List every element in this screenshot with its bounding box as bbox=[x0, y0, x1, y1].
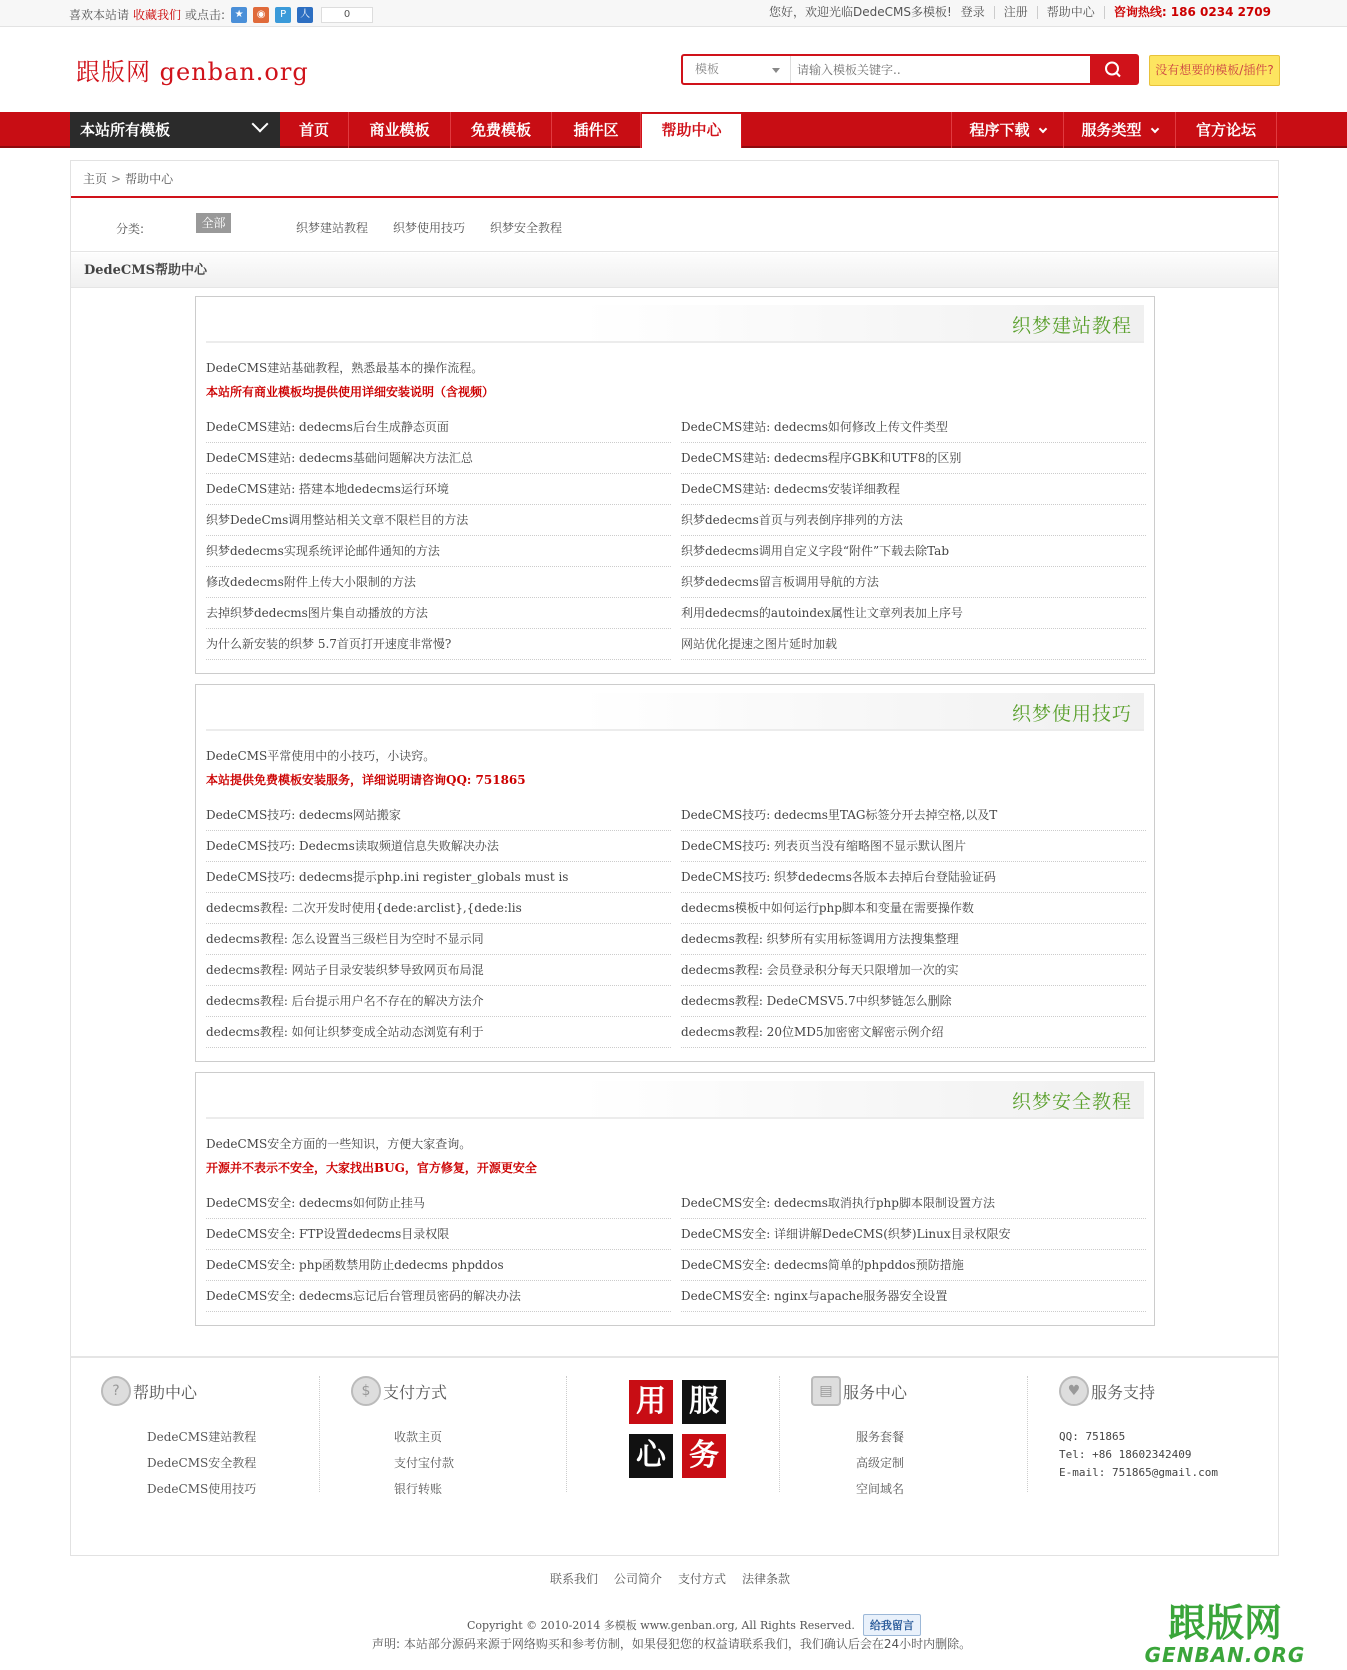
register-link[interactable]: 注册 bbox=[994, 6, 1037, 19]
footer-bottom-links bbox=[550, 1570, 790, 1587]
list-item[interactable]: DedeCMS技巧: 织梦dedecms各版本去掉后台登陆验证码 bbox=[681, 862, 1146, 893]
section-intro: DedeCMS平常使用中的小技巧，小诀窍。 bbox=[206, 749, 436, 763]
list-item[interactable]: 利用dedecms的autoindex属性让文章列表加上序号 bbox=[681, 598, 1146, 629]
nav-items bbox=[280, 112, 742, 148]
footer-link[interactable]: DedeCMS建站教程 bbox=[147, 1430, 257, 1444]
list-item[interactable]: DedeCMS技巧: 列表页当没有缩略图不显示默认图片 bbox=[681, 831, 1146, 862]
document-search-icon: ▤ bbox=[811, 1376, 841, 1406]
search-button[interactable] bbox=[1090, 56, 1137, 83]
list-item[interactable]: DedeCMS安全: php函数禁用防止dedecms phpddos bbox=[206, 1250, 671, 1281]
support-tel: Tel: +86 18602342409 bbox=[1059, 1448, 1192, 1461]
section-header bbox=[206, 693, 1144, 731]
help-link[interactable]: 帮助中心 bbox=[1037, 6, 1104, 19]
nav-right-items bbox=[951, 112, 1277, 148]
list-item[interactable]: 织梦DedeCms调用整站相关文章不限栏目的方法 bbox=[206, 505, 671, 536]
nav-item-plugins[interactable]: 插件区 bbox=[552, 112, 641, 148]
chevron-down-icon bbox=[1150, 125, 1158, 133]
watermark-en: GENBAN.ORG bbox=[1144, 1643, 1306, 1667]
list-item[interactable]: 织梦dedecms留言板调用导航的方法 bbox=[681, 567, 1146, 598]
list-item[interactable]: 网站优化提速之图片延时加载 bbox=[681, 629, 1146, 660]
share-count: 0 bbox=[321, 7, 373, 23]
article-list bbox=[206, 1188, 1146, 1312]
slogan-char: 务 bbox=[682, 1434, 726, 1478]
footer-link[interactable]: DedeCMS使用技巧 bbox=[147, 1482, 257, 1496]
list-item[interactable]: dedecms教程: 20位MD5加密密文解密示例介绍 bbox=[681, 1017, 1146, 1048]
top-bar bbox=[0, 0, 1347, 27]
list-item[interactable]: 修改dedecms附件上传大小限制的方法 bbox=[206, 567, 671, 598]
breadcrumb-home[interactable]: 主页 bbox=[83, 172, 108, 186]
footer-service-heading bbox=[811, 1376, 907, 1406]
footer-link[interactable]: DedeCMS安全教程 bbox=[147, 1456, 257, 1470]
or-click-text: 或点击: bbox=[185, 8, 226, 22]
nav-item-downloads-label: 程序下载 bbox=[969, 121, 1030, 139]
main-nav bbox=[0, 112, 1347, 148]
list-item[interactable]: DedeCMS安全: dedecms如何防止挂马 bbox=[206, 1188, 671, 1219]
footer-link[interactable]: 银行转账 bbox=[394, 1482, 443, 1496]
greeting-text: 您好，欢迎光临DedeCMS多模板! bbox=[768, 5, 952, 19]
divider bbox=[1027, 1376, 1028, 1492]
article-list bbox=[206, 412, 1146, 660]
search-icon bbox=[1090, 56, 1137, 83]
list-item[interactable]: DedeCMS安全: dedecms取消执行php脚本限制设置方法 bbox=[681, 1188, 1146, 1219]
footer-pay-heading bbox=[351, 1376, 447, 1406]
renren-share-icon[interactable]: 人 bbox=[297, 7, 313, 23]
weibo-share-icon[interactable]: ◉ bbox=[253, 7, 269, 23]
chevron-down-icon bbox=[252, 116, 269, 133]
footer-bottom-link[interactable]: 法律条款 bbox=[742, 1572, 791, 1586]
nav-item-home[interactable]: 首页 bbox=[280, 112, 349, 148]
qzone-share-icon[interactable]: ★ bbox=[231, 7, 247, 23]
article-list bbox=[206, 800, 1146, 1048]
section-build-tutorial bbox=[195, 296, 1155, 674]
list-item[interactable]: dedecms教程: 二次开发时使用{dede:arclist},{dede:lis bbox=[206, 893, 671, 924]
yuan-coin-icon: $ bbox=[351, 1376, 381, 1406]
list-item[interactable]: 织梦dedecms首页与列表倒序排列的方法 bbox=[681, 505, 1146, 536]
list-item[interactable]: dedecms教程: 怎么设置当三级栏目为空时不显示同 bbox=[206, 924, 671, 955]
category-filter bbox=[71, 200, 1278, 252]
declaration: 声明: 本站部分源码来源于网络购买和参考仿制，如果侵犯您的权益请联系我们，我们确认后会在24小时内删除。 bbox=[372, 1637, 972, 1651]
list-item[interactable]: DedeCMS技巧: dedecms网站搬家 bbox=[206, 800, 671, 831]
footer-link[interactable]: 高级定制 bbox=[856, 1456, 905, 1470]
search-category-select[interactable] bbox=[683, 56, 791, 83]
request-template-button[interactable]: 没有想要的模板/插件? bbox=[1149, 55, 1280, 86]
footer-help-links bbox=[147, 1424, 256, 1502]
search-category-value: 模板 bbox=[695, 62, 720, 76]
list-item[interactable]: DedeCMS安全: dedecms忘记后台管理员密码的解决办法 bbox=[206, 1281, 671, 1312]
footer-link[interactable]: 支付宝付款 bbox=[394, 1456, 455, 1470]
slogan-char: 服 bbox=[682, 1380, 726, 1424]
watermark-cn: 跟版网 bbox=[1167, 1601, 1282, 1645]
leave-message-button[interactable]: 给我留言 bbox=[863, 1614, 921, 1636]
section-title: 织梦建站教程 bbox=[1011, 315, 1132, 337]
copyright bbox=[467, 1614, 921, 1636]
list-item[interactable]: DedeCMS安全: 详细讲解DedeCMS(织梦)Linux目录权限安 bbox=[681, 1219, 1146, 1250]
list-item[interactable]: DedeCMS技巧: dedecms提示php.ini register_globals must is bbox=[206, 862, 671, 893]
breadcrumb bbox=[71, 161, 1278, 198]
footer-help bbox=[101, 1376, 301, 1496]
section-security-tutorial bbox=[195, 1072, 1155, 1326]
footer-pay-title: 支付方式 bbox=[383, 1382, 448, 1402]
nav-item-services-label: 服务类型 bbox=[1081, 121, 1142, 139]
filter-categories bbox=[296, 219, 562, 236]
site-logo[interactable]: 跟版网 genban.org bbox=[76, 58, 309, 86]
list-item[interactable]: DedeCMS建站: dedecms基础问题解决方法汇总 bbox=[206, 443, 671, 474]
filter-category[interactable]: 织梦建站教程 bbox=[296, 221, 369, 235]
list-item[interactable]: DedeCMS技巧: dedecms里TAG标签分开去掉空格,以及T bbox=[681, 800, 1146, 831]
footer bbox=[70, 1356, 1279, 1556]
heart-icon: ♥ bbox=[1059, 1376, 1089, 1406]
footer-support-title: 服务支持 bbox=[1091, 1382, 1156, 1402]
search-input[interactable] bbox=[797, 56, 1097, 83]
section-intro: DedeCMS安全方面的一些知识，方便大家查询。 bbox=[206, 1137, 472, 1151]
support-email[interactable]: E-mail: 751865@gmail.com bbox=[1059, 1466, 1218, 1479]
filter-category[interactable]: 织梦安全教程 bbox=[490, 221, 563, 235]
footer-bottom-link[interactable]: 支付方式 bbox=[678, 1572, 727, 1586]
search-bar bbox=[681, 54, 1139, 85]
section-intro: DedeCMS建站基础教程，熟悉最基本的操作流程。 bbox=[206, 361, 484, 375]
section-header bbox=[206, 1081, 1144, 1119]
all-templates-menu[interactable] bbox=[70, 112, 280, 148]
user-help-icon: ? bbox=[101, 1376, 131, 1406]
list-item[interactable]: DedeCMS安全: dedecms简单的phpddos预防措施 bbox=[681, 1250, 1146, 1281]
list-item[interactable]: DedeCMS安全: FTP设置dedecms目录权限 bbox=[206, 1219, 671, 1250]
list-item[interactable]: dedecms教程: 织梦所有实用标签调用方法搜集整理 bbox=[681, 924, 1146, 955]
hotline-text: 咨询热线: 186 0234 2709 bbox=[1104, 6, 1280, 19]
footer-service bbox=[811, 1376, 1011, 1496]
all-templates-label: 本站所有模板 bbox=[80, 121, 171, 139]
footer-pay-links bbox=[394, 1424, 454, 1502]
footer-support bbox=[1059, 1376, 1269, 1496]
nav-item-free[interactable]: 免费模板 bbox=[451, 112, 552, 148]
list-item[interactable]: dedecms模板中如何运行php脚本和变量在需要操作数 bbox=[681, 893, 1146, 924]
divider bbox=[319, 1376, 320, 1492]
list-item[interactable]: dedecms教程: 后台提示用户名不存在的解决方法介 bbox=[206, 986, 671, 1017]
tencent-share-icon[interactable]: P bbox=[275, 7, 291, 23]
footer-pay bbox=[351, 1376, 551, 1496]
list-item[interactable]: dedecms教程: 网站子目录安装织梦导致网页布局混 bbox=[206, 955, 671, 986]
list-item[interactable]: DedeCMS建站: 搭建本地dedecms运行环境 bbox=[206, 474, 671, 505]
list-item[interactable]: DedeCMS建站: dedecms后台生成静态页面 bbox=[206, 412, 671, 443]
section-note[interactable]: 开源并不表示不安全，大家找出BUG，官方修复，开源更安全 bbox=[206, 1161, 537, 1175]
list-item[interactable]: dedecms教程: 会员登录积分每天只限增加一次的实 bbox=[681, 955, 1146, 986]
list-item[interactable]: 为什么新安装的织梦 5.7首页打开速度非常慢? bbox=[206, 629, 671, 660]
footer-link[interactable]: 空间域名 bbox=[856, 1482, 905, 1496]
section-note[interactable]: 本站所有商业模板均提供使用详细安装说明（含视频） bbox=[206, 385, 495, 399]
slogan-char: 用 bbox=[629, 1380, 673, 1424]
list-item[interactable]: 织梦dedecms实现系统评论邮件通知的方法 bbox=[206, 536, 671, 567]
nav-item-services[interactable] bbox=[1063, 112, 1175, 148]
list-item[interactable]: DedeCMS技巧: Dedecms读取频道信息失败解决办法 bbox=[206, 831, 671, 862]
filter-category[interactable]: 织梦使用技巧 bbox=[393, 221, 466, 235]
filter-all[interactable]: 全部 bbox=[196, 213, 231, 233]
copyright-text: Copyright © 2010-2014 多模板 www.genban.org, All Rights Reserved. bbox=[467, 1619, 855, 1632]
footer-bottom-link[interactable]: 联系我们 bbox=[550, 1572, 599, 1586]
nav-item-commercial[interactable]: 商业模板 bbox=[349, 112, 451, 148]
top-bar-right bbox=[760, 6, 1280, 19]
list-item[interactable]: dedecms教程: DedeCMSV5.7中织梦链怎么删除 bbox=[681, 986, 1146, 1017]
support-contact bbox=[1059, 1428, 1218, 1482]
footer-bottom-link[interactable]: 公司简介 bbox=[614, 1572, 663, 1586]
footer-support-heading bbox=[1059, 1376, 1155, 1406]
section-header bbox=[206, 305, 1144, 343]
breadcrumb-current: 帮助中心 bbox=[125, 172, 174, 186]
list-item[interactable]: DedeCMS建站: dedecms程序GBK和UTF8的区别 bbox=[681, 443, 1146, 474]
support-qq: QQ: 751865 bbox=[1059, 1430, 1126, 1443]
slogan-char: 心 bbox=[629, 1434, 673, 1478]
section-title: 织梦安全教程 bbox=[1011, 1091, 1132, 1113]
nav-item-help[interactable]: 帮助中心 bbox=[641, 113, 742, 148]
footer-service-links bbox=[856, 1424, 904, 1502]
top-bar-left bbox=[69, 6, 373, 23]
welcome-text: 喜欢本站请 bbox=[69, 8, 130, 22]
footer-service-title: 服务中心 bbox=[843, 1382, 908, 1402]
list-item[interactable]: dedecms教程: 如何让织梦变成全站动态浏览有利于 bbox=[206, 1017, 671, 1048]
section-title: 织梦使用技巧 bbox=[1011, 703, 1132, 725]
list-item[interactable]: 织梦dedecms调用自定义字段“附件”下载去除Tab bbox=[681, 536, 1146, 567]
nav-item-downloads[interactable] bbox=[951, 112, 1063, 148]
chevron-down-icon bbox=[772, 68, 780, 73]
list-item[interactable]: DedeCMS安全: nginx与apache服务器安全设置 bbox=[681, 1281, 1146, 1312]
footer-help-heading bbox=[101, 1376, 197, 1406]
chevron-down-icon bbox=[1038, 125, 1046, 133]
divider bbox=[779, 1376, 780, 1492]
favorite-link[interactable]: 收藏我们 bbox=[133, 8, 182, 22]
list-item[interactable]: DedeCMS建站: dedecms如何修改上传文件类型 bbox=[681, 412, 1146, 443]
list-item[interactable]: DedeCMS建站: dedecms安装详细教程 bbox=[681, 474, 1146, 505]
nav-item-forum[interactable]: 官方论坛 bbox=[1175, 112, 1277, 148]
filter-label: 分类: bbox=[116, 222, 145, 236]
section-note[interactable]: 本站提供免费模板安装服务，详细说明请咨询QQ: 751865 bbox=[206, 773, 526, 787]
page-title: DedeCMS帮助中心 bbox=[71, 253, 1278, 288]
list-item[interactable]: 去掉织梦dedecms图片集自动播放的方法 bbox=[206, 598, 671, 629]
login-link[interactable]: 登录 bbox=[960, 5, 985, 19]
footer-link[interactable]: 服务套餐 bbox=[856, 1430, 905, 1444]
section-usage-tips bbox=[195, 684, 1155, 1062]
chevron-right-icon: > bbox=[111, 172, 122, 186]
footer-link[interactable]: 收款主页 bbox=[394, 1430, 443, 1444]
footer-help-title: 帮助中心 bbox=[133, 1382, 198, 1402]
divider bbox=[566, 1376, 567, 1492]
